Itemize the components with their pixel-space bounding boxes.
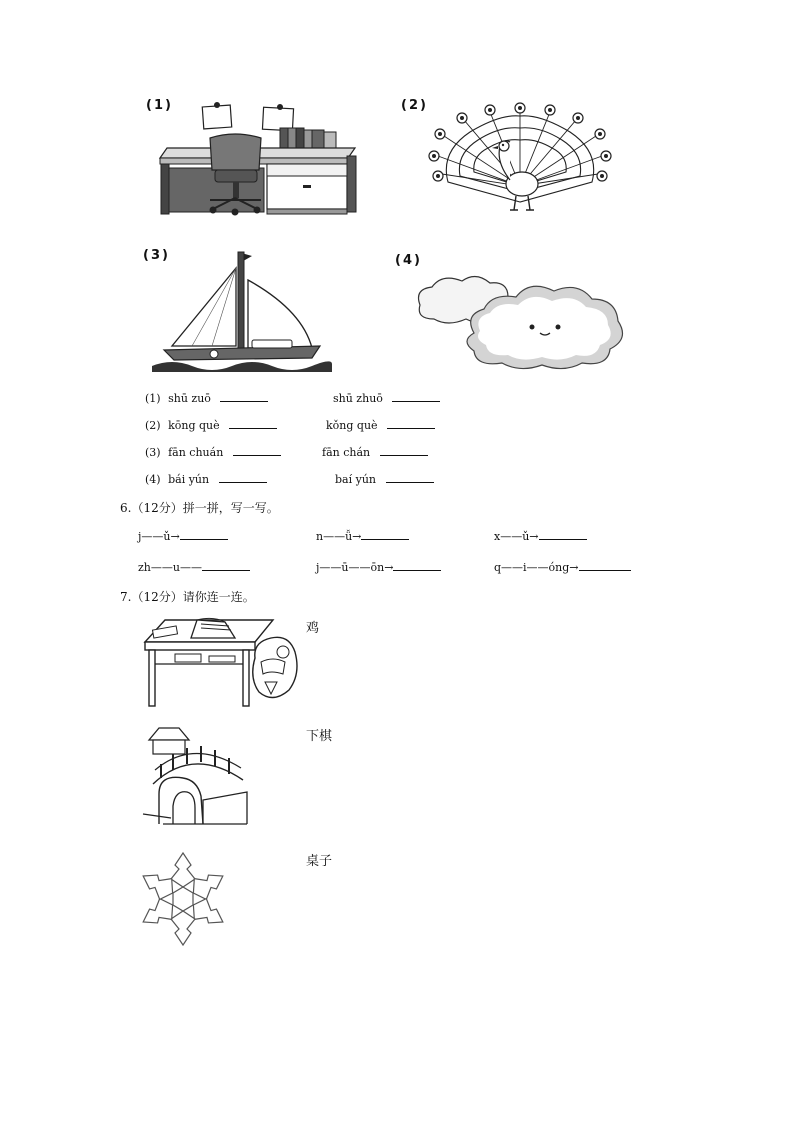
sailboat-illustration	[152, 250, 332, 375]
answer-blank[interactable]	[229, 418, 277, 429]
snowflake-illustration	[141, 850, 225, 948]
q5-row-4: (4) bái yún	[145, 472, 267, 486]
q6-item-2: n——ǚ→	[316, 529, 409, 543]
question-7-title: 7.（12分）请你连一连。	[120, 590, 255, 604]
q6-item-5: j——ū——ōn→	[316, 560, 441, 574]
picture-label-4: (4)	[395, 253, 422, 268]
q6-item-1: j——ǔ→	[138, 529, 228, 543]
answer-blank[interactable]	[579, 560, 631, 571]
answer-blank[interactable]	[392, 391, 440, 402]
q5-row-3: (3) fān chuán	[145, 445, 281, 459]
q6-item-4: zh——u——	[138, 560, 250, 574]
answer-blank[interactable]	[386, 472, 434, 483]
answer-blank[interactable]	[380, 445, 428, 456]
match-word-1: 鸡	[306, 621, 320, 636]
answer-blank[interactable]	[233, 445, 281, 456]
bridge-illustration	[143, 724, 253, 828]
question-6-title: 6.（12分）拼一拼，写一写。	[120, 501, 279, 515]
q5-row-4-alt: baí yún	[335, 472, 434, 486]
picture-label-3: (3)	[143, 248, 170, 263]
answer-blank[interactable]	[539, 529, 587, 540]
q6-item-3: x——ǔ→	[494, 529, 587, 543]
q6-item-6: q——i——óng→	[494, 560, 631, 574]
match-word-2: 下棋	[306, 729, 333, 744]
q5-row-3-alt: fān chán	[322, 445, 428, 459]
q5-row-2-alt: kǒng què	[326, 418, 435, 432]
answer-blank[interactable]	[387, 418, 435, 429]
desk-illustration	[155, 100, 360, 220]
q5-row-1: (1) shū zuō	[145, 391, 268, 405]
picture-label-2: (2)	[401, 98, 428, 113]
answer-blank[interactable]	[361, 529, 409, 540]
q5-row-1-alt: shū zhuō	[333, 391, 440, 405]
q5-row-2: (2) kōng què	[145, 418, 277, 432]
answer-blank[interactable]	[220, 391, 268, 402]
study-desk-illustration	[143, 612, 303, 708]
answer-blank[interactable]	[219, 472, 267, 483]
answer-blank[interactable]	[180, 529, 228, 540]
cloud-illustration	[412, 275, 630, 375]
match-word-3: 桌子	[306, 854, 333, 869]
picture-label-1: (1)	[146, 98, 173, 113]
answer-blank[interactable]	[202, 560, 250, 571]
peacock-illustration	[430, 112, 610, 220]
answer-blank[interactable]	[393, 560, 441, 571]
